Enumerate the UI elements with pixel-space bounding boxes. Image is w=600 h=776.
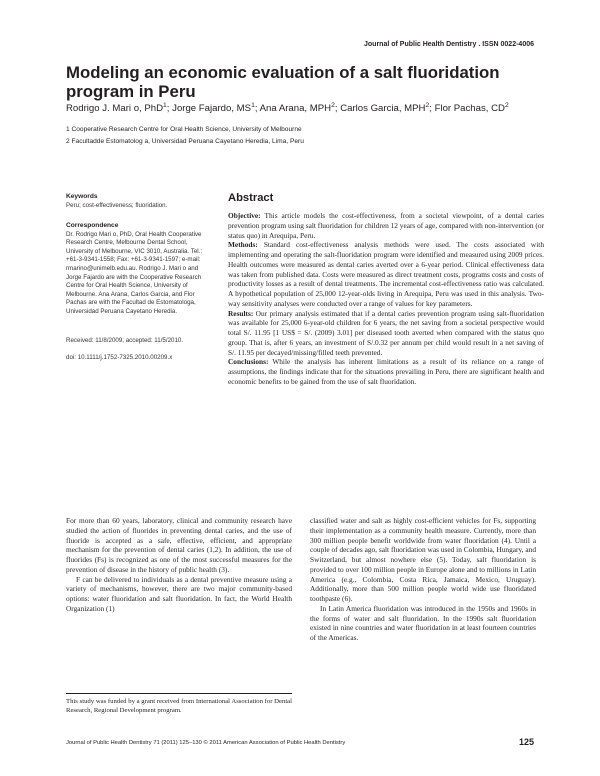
abstract-objective [228,211,544,240]
keywords-text: Peru; cost-effectiveness; fluoridation. [66,201,168,209]
article-title: Modeling an economic evaluation of a salt fluoridation program in Peru [66,63,500,101]
footnote-divider [66,693,292,694]
body-paragraph: For more than 60 years, laboratory, clinical and community research have studied the action of fluorides in preventing dental caries, and the use of fluoride is accepted as a safe, effective, efficient, and appropriate mechanism for the prevention of dental caries (1,2). In addition, the use of fluorides (Fs) is recognized as one of the most successful measures for the prevention of disease in the history of public health (3). [66,516,292,574]
conclusions-text: While the analysis has inherent limitations as a result of its reliance on a range of assumptions, the findings indicate that for the situations prevailing in Peru, there are significant health and economic benefits to be gained from the use of salt fluoridation. [228,357,544,386]
abstract-body [228,211,544,387]
methods-label: Methods: [228,240,258,250]
body-column-left [66,516,292,614]
body-paragraph: F can be delivered to individuals as a dental preventive measure using a variety of mechanisms, however, there are two major community-based options: water fluoridation and salt fluoridation. In fact, the World Health Organization (1) [66,574,292,613]
journal-header: Journal of Public Health Dentistry . ISSN 0022-4006 [364,41,534,48]
author-affiliation-mark: 2 [504,101,509,109]
abstract-conclusions [228,357,544,386]
doi: doi: 10.1111/j.1752-7325.2010.00209.x [66,354,173,361]
page-footer: Journal of Public Health Dentistry 71 (2011) 125–130 © 2011 American Association of Public Health Dentistry [66,740,346,746]
results-text: Our primary analysis estimated that if a dental caries prevention program using salt-fluoridation was available for 25,000 6-year-old children for 6 years, the net saving from a societal perspective would total S/. 11.95 [1 US$ = S/. (2009) 3.01] per diseased tooth averted when compared with the status quo group. That is, after 6 years, an investment of S/.0.32 per annum per child would result in a net saving of S/. 11.95 per decayed/missing/filled teeth prevented. [228,308,544,357]
received-date: Received: 11/8/2009; accepted: 11/5/2010. [66,337,184,344]
keywords-block [66,193,206,210]
abstract-methods [228,240,544,308]
conclusions-label: Conclusions: [228,357,269,367]
methods-text: Standard cost-effectiveness analysis methods were used. The costs associated with implementing and operating the salt-fluoridation program were identified and measured using 2009 prices. Health outcomes were measured as dental caries averted over a 6-year period. Clinical effectiveness data was taken from published data. Costs were measured as direct treatment costs, programs costs and costs of productivity losses as a result of dental treatments. The incremental cost-effectiveness ratio was calculated. A hypothetical population of 25,000 12-year-olds living in Arequipa, Peru was used in this analysis. Two-way sensitivity analyses were conducted over a range of values for key parameters. [228,240,544,308]
abstract-results [228,309,544,358]
body-paragraph: classified water and salt as highly cost-efficient vehicles for Fs, supporting their implementation as a community health measure. Currently, more than 300 million people benefit worldwide from water fluoridation (4). Until a couple of decades ago, salt fluoridation was used in Colombia, Hungary, and Switzerland, but almost nowhere else (5). Today, salt fluoridation is provided to over 100 million people in Europe alone and to millions in Latin America (e.g., Colombia, Costa Rica, Jamaica, Mexico, Uruguay). Additionally, more than 500 million people world wide use fluoridated toothpaste (6). [310,516,536,603]
objective-label: Objective: [228,211,261,220]
page-number: 125 [518,737,534,747]
correspondence-heading: Correspondence [66,222,119,229]
author-name: Ana Arana, MPH [259,103,332,114]
keywords-heading: Keywords [66,193,98,200]
author-name: Flor Pachas, CD [434,103,505,114]
author-affiliation-mark: 2 [331,101,335,109]
author-affiliation-mark: 1 [163,101,167,109]
funding-footnote: This study was funded by a grant received from International Association for Dental Research, Regional Development program. [66,698,292,714]
body-paragraph: In Latin America fluoridation was introduced in the 1950s and 1960s in the forms of water and salt fluoridation. In the 1990s salt fluoridation existed in nine countries and water fluoridation in at least fourteen countries of the Americas. [310,603,536,642]
correspondence-text: Dr. Rodrigo Mari o, PhD, Oral Health Cooperative Research Centre, Melbourne Dental School, University of Melbourne, VIC 3010, Australia. Tel.: +61-3-9341-1558; Fax: +61-3-9341-1597; e-mail: rmarino@unimelb.edu.au. Rodrigo J. Mari o and Jorge Fajardo are with the Cooperative Research Centre for Oral Health Science, University of Melbourne. Ana Arana, Carlos Garcia, and Flor Pachas are with the Facultad de Estomatologa, Universidad Peruana Cayetano Heredia. [66,230,203,315]
author-affiliation-mark: 2 [425,101,430,109]
author-list: Rodrigo J. Mari o, PhD$^1$; Jorge Fajardo, $MS^1$; Ana Arana, MPH$^2$; Carlos Garcia, MPH$^2$; Flor Pachas, $CD^2$ [66,101,509,114]
correspondence-block [66,222,206,317]
abstract-heading: Abstract [228,192,274,204]
author-name: Jorge Fajardo, MS [172,103,252,114]
author-name: Rodrigo J. Mari o, PhD [66,103,164,114]
affiliation-1: 1 Cooperative Research Centre for Oral Health Science, University of Melbourne [66,126,302,133]
results-label: Results: [228,308,254,318]
body-column-right [310,516,536,643]
author-affiliation-mark: 1 [251,101,255,109]
objective-text: This article models the cost-effectiveness, from a societal viewpoint, of a dental caries prevention program using salt fluoridation for children 12 years of age, compared with non-intervention (or status quo) in Arequipa, Peru. [228,211,544,240]
affiliation-2: 2 Facultadde Estomatolog a, Universidad Peruana Cayetano Heredia, Lima, Peru [66,137,304,145]
author-name: Carlos Garcia, MPH [340,103,426,114]
affiliations [66,124,536,147]
